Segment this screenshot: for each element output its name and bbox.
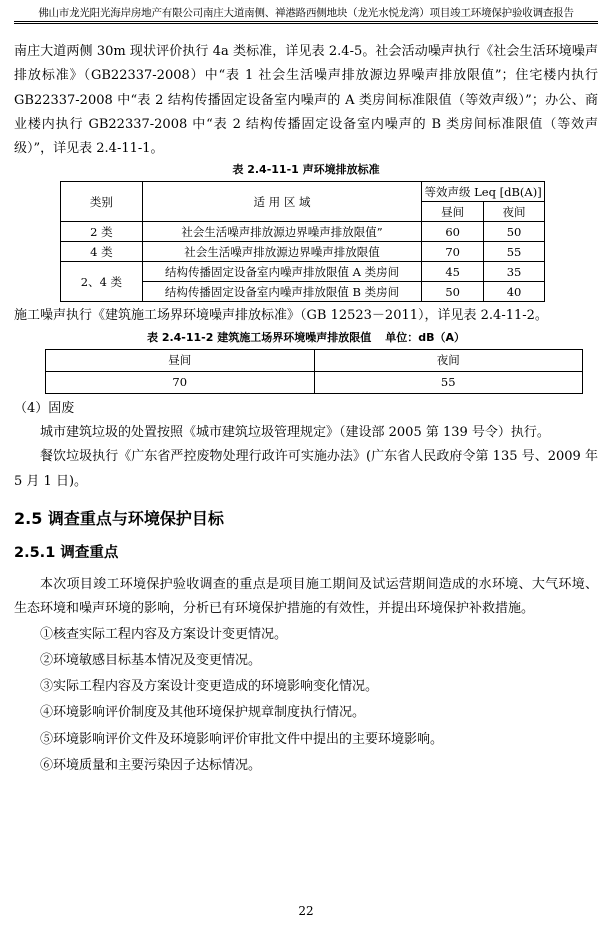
table1-header-category: 类别 xyxy=(61,182,143,222)
subsection-title: 2.5.1 调查重点 xyxy=(14,544,119,561)
paragraph-survey-focus: 本次项目竣工环境保护验收调查的重点是项目施工期间及试运营期间造成的水环境、大气环境、生态环境和噪声环境的影响，分析已有环境保护措施的有效性，并提出环境保护补救措施。 xyxy=(14,576,598,617)
table1-caption: 表 2.4-11-1 声环境排放标准 xyxy=(232,163,380,177)
table1-cell-category: 2 类 xyxy=(61,222,143,242)
table-row xyxy=(61,222,545,242)
paragraph-construction-noise: 施工噪声执行《建筑施工场界环境噪声排放标准》（GB 12523－2011），详见表 2.4-11-2。 xyxy=(14,308,548,324)
table1-cell-region: 社会生活噪声排放源边界噪声排放限值” xyxy=(142,222,421,242)
table1-cell-category: 2、4 类 xyxy=(61,262,143,302)
table1-cell-category: 4 类 xyxy=(61,242,143,262)
table1-header-leq: 等效声级 Leq [dB(A)] xyxy=(422,182,545,202)
list-item: ②环境敏感目标基本情况及变更情况。 xyxy=(40,652,262,668)
table1-cell-day: 70 xyxy=(422,242,484,262)
list-item: ⑤环境影响评价文件及环境影响评价审批文件中提出的主要环境影响。 xyxy=(40,731,444,747)
page-number: 22 xyxy=(298,904,314,918)
table1-cell-region: 社会生活噪声排放源边界噪声排放限值 xyxy=(142,242,421,262)
table2-cell-day: 70 xyxy=(46,371,315,393)
survey-focus-list xyxy=(14,622,598,780)
paragraph-noise-standards: 南庄大道两侧 30m 现状评价执行 4a 类标准，详见表 2.4-5。社会活动噪声执行《社会生活环境噪声排放标准》（GB22337-2008）中“表 1 社会生活噪声排放源边界噪声排放限值”；住宅楼内执行 GB22337-2008 中“表 2 结构传播固定设备室内噪声的 A 类房间标准限值（等效声级）”；办公、商业楼内执行 GB22337-2008 中“表 2 结构传播固定设备室内噪声的 B 类房间标准限值（等效声级）”，详见表 2.4-11-1。 xyxy=(14,44,598,157)
table2-caption xyxy=(14,330,598,346)
table1-cell-night: 50 xyxy=(484,222,545,242)
table1-header-region: 适 用 区 域 xyxy=(142,182,421,222)
header-rule xyxy=(14,21,598,22)
list-item: ③实际工程内容及方案设计变更造成的环境影响变化情况。 xyxy=(40,679,379,695)
item-solid-waste: （4）固废 xyxy=(14,400,75,416)
table1-cell-day: 50 xyxy=(422,282,484,302)
construction-noise-table xyxy=(45,349,583,394)
table1-header-day: 昼间 xyxy=(422,202,484,222)
list-item: ⑥环境质量和主要污染因子达标情况。 xyxy=(40,758,262,774)
section-title: 2.5 调查重点与环境保护目标 xyxy=(14,508,224,528)
paragraph-food-waste: 餐饮垃圾执行《广东省严控废物处理行政许可实施办法》(广东省人民政府令第 135 号、2009 年 5 月 1 日)。 xyxy=(14,449,598,489)
table1-cell-day: 45 xyxy=(422,262,484,282)
table1-cell-day: 60 xyxy=(422,222,484,242)
table-row xyxy=(61,262,545,282)
list-item: ④环境影响评价制度及其他环境保护规章制度执行情况。 xyxy=(40,705,366,721)
header-rule-secondary xyxy=(14,23,598,24)
table-row xyxy=(46,371,583,393)
table1-cell-night: 35 xyxy=(484,262,545,282)
table2-caption-unit: 单位：dB（A） xyxy=(385,330,466,344)
noise-standard-table xyxy=(60,181,545,302)
table-row xyxy=(61,242,545,262)
table1-cell-region: 结构传播固定设备室内噪声排放限值 B 类房间 xyxy=(142,282,421,302)
paragraph-construction-waste: 城市建筑垃圾的处置按照《城市建筑垃圾管理规定》（建设部 2005 第 139 号令）执行。 xyxy=(40,425,550,441)
table2-header-day: 昼间 xyxy=(46,349,315,371)
table2-caption-title: 表 2.4-11-2 建筑施工场界环境噪声排放限值 xyxy=(146,330,372,344)
document-body xyxy=(14,40,598,779)
table2-header-night: 夜间 xyxy=(314,349,583,371)
page-header: 佛山市龙光阳光海岸房地产有限公司南庄大道南侧、禅港路西侧地块（龙光水悦龙湾）项目竣工环境保护验收调查报告 xyxy=(38,7,574,19)
table1-cell-region: 结构传播固定设备室内噪声排放限值 A 类房间 xyxy=(142,262,421,282)
list-item: ①核查实际工程内容及方案设计变更情况。 xyxy=(40,626,288,642)
table1-cell-night: 40 xyxy=(484,282,545,302)
table1-cell-night: 55 xyxy=(484,242,545,262)
table1-header-night: 夜间 xyxy=(484,202,545,222)
table2-cell-night: 55 xyxy=(314,371,583,393)
